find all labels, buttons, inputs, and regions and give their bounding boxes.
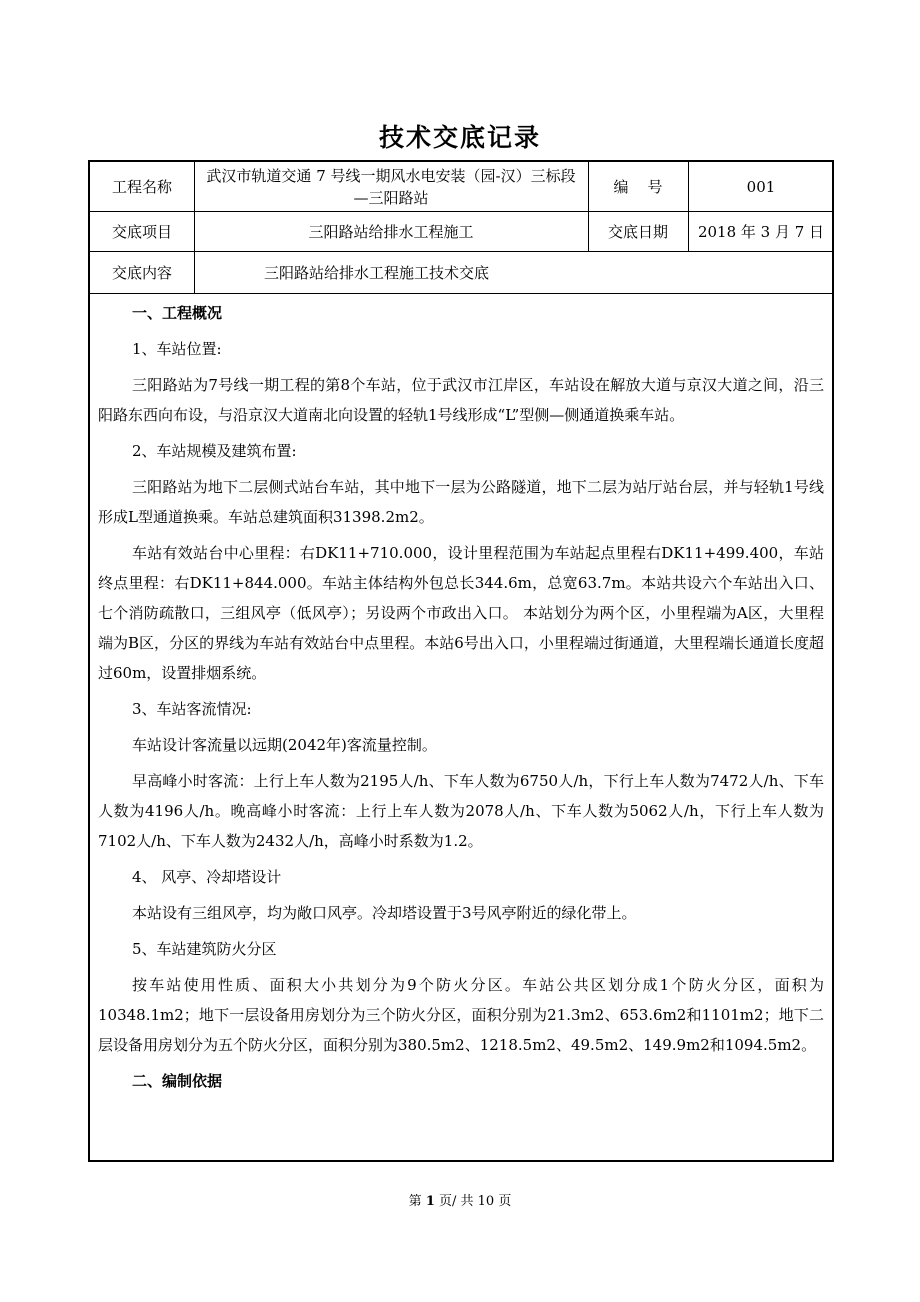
footer-prefix: 第: [408, 1194, 426, 1209]
row-project-name: [90, 162, 832, 212]
subheading: 3、车站客流情况:: [132, 700, 252, 718]
paragraph: 按车站使用性质、面积大小共划分为9个防火分区。车站公共区划分成1个防火分区，面积为10348.1m2；地下一层设备用房划分为三个防火分区，面积分别为21.3m2、653.6m2和1101m2；地下二层设备用房划分为五个防火分区，面积分别为380.5m2、1218.5m2、49.5m2、149.9m2和1094.5m2。: [98, 976, 824, 1054]
project-name-label: 工程名称: [111, 177, 172, 196]
page-footer: [0, 1190, 920, 1209]
subheading: 2、车站规模及建筑布置:: [132, 442, 297, 460]
paragraph: 三阳路站为7号线一期工程的第8个车站，位于武汉市江岸区，车站设在解放大道与京汉大道之间，沿三阳路东西向布设，与沿京汉大道南北向设置的轻轨1号线形成“L”型侧—侧通道换乘车站。: [98, 376, 824, 424]
date-label: 交底日期: [607, 222, 668, 241]
body-content: [90, 294, 832, 1160]
document-title: 技术交底记录: [378, 123, 541, 152]
item-value: 三阳路站给排水工程施工: [308, 222, 474, 241]
total-pages: 10: [477, 1194, 495, 1209]
project-name-value: 武汉市轨道交通 7 号线一期风水电安装（园-汉）三标段—三阳路站: [206, 166, 576, 207]
number-label: 编 号: [613, 177, 663, 196]
paragraph: 车站设计客流量以远期(2042年)客流量控制。: [132, 736, 437, 754]
paragraph: 本站设有三组风亭，均为敞口风亭。冷却塔设置于3号风亭附近的绿化带上。: [132, 904, 637, 922]
date-value: 2018 年 3 月 7 日: [697, 222, 825, 241]
row-content: [90, 252, 832, 294]
row-item: [90, 212, 832, 252]
subheading: 1、车站位置:: [132, 340, 222, 358]
footer-suffix: 页: [494, 1194, 512, 1209]
paragraph: 车站有效站台中心里程：右DK11+710.000，设计里程范围为车站起点里程右DK11+499.400，车站终点里程：右DK11+844.000。车站主体结构外包总长344.6m，总宽63.7m。本站共设六个车站出入口、七个消防疏散口，三组风亭（低风亭）；另设两个市政出入口。 本站划分为两个区，小里程端为A区，大里程端为B区，分区的界线为车站有效站台中点里程。本站6号出入口，小里程端过街通道，大里程端长通道长度超过60m，设置排烟系统。: [98, 544, 824, 682]
subheading: 4、 风亭、冷却塔设计: [132, 868, 282, 886]
paragraph: 三阳路站为地下二层侧式站台车站，其中地下一层为公路隧道，地下二层为站厅站台层，并与轻轨1号线形成L型通道换乘。车站总建筑面积31398.2m2。: [98, 478, 824, 526]
subheading: 5、车站建筑防火分区: [132, 940, 277, 958]
footer-middle: 页/ 共: [434, 1194, 478, 1209]
item-label: 交底项目: [111, 222, 172, 241]
content-value: 三阳路站给排水工程施工技术交底: [264, 263, 490, 282]
section-heading: 二、编制依据: [132, 1072, 223, 1090]
current-page: 1: [425, 1194, 435, 1209]
content-label: 交底内容: [111, 263, 172, 282]
paragraph: 早高峰小时客流：上行上车人数为2195人/h、下车人数为6750人/h，下行上车人数为7472人/h、下车人数为4196人/h。晚高峰小时客流：上行上车人数为2078人/h、下车人数为5062人/h，下行上车人数为7102人/h、下车人数为2432人/h，高峰小时系数为1.2。: [98, 772, 824, 850]
record-table: [88, 160, 834, 1162]
number-value: 001: [746, 177, 776, 196]
section-heading: 一、工程概况: [132, 304, 223, 322]
